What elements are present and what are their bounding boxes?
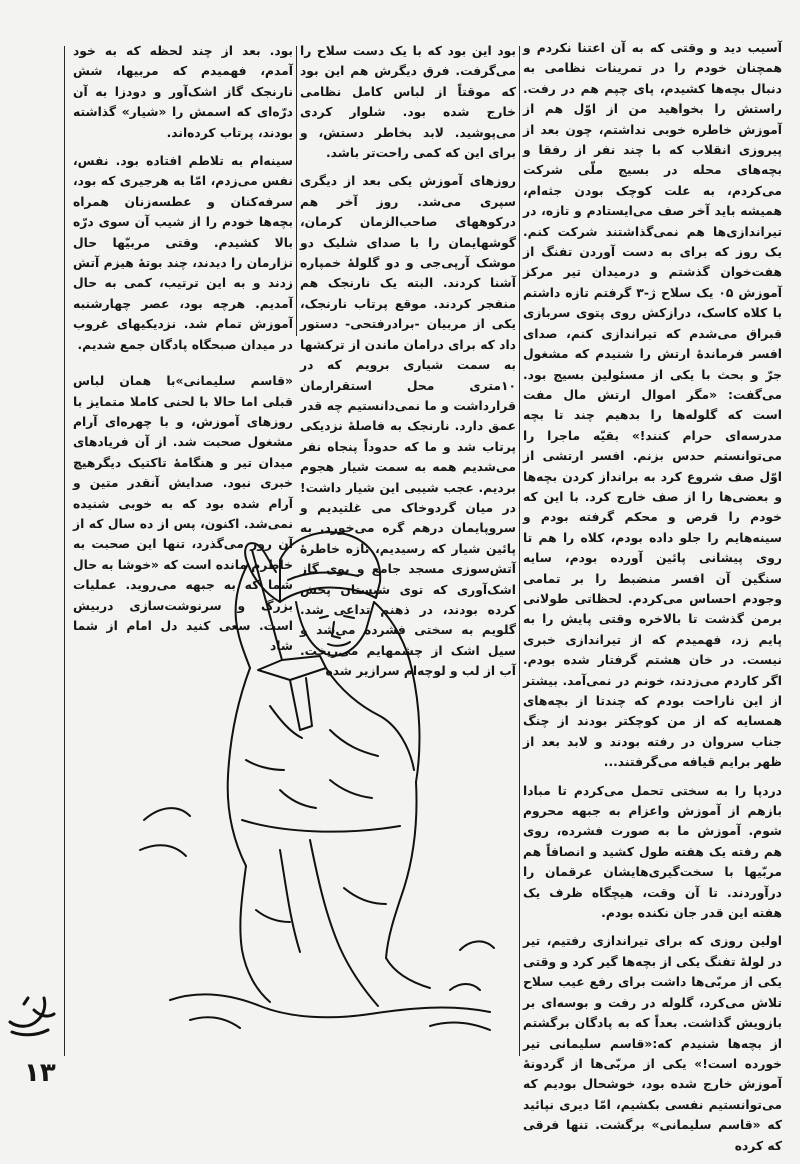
paragraph: آسیب دید و وقتی که به آن اعتنا نکردم و همچنان خودم را در تمرینات نظامی به دنبال بچه‌ها کشیدم، پای چپم هم در رفت. راستش را بخواهید من از اوّل هم از آموزش خاطره خوبی نداشتم، چون بعد از پیروزی انقلاب که با چند نفر از رفقا و بچه‌های محله در بسیج ملّی شرکت می‌کردم، به علت کوچک بودن جثه‌ام، همیشه باید آخر صف می‌ایستادم و تازه، در تیراندازی‌ها هم نمی‌گذاشتند شرکت کنم. یک روز که برای به دست آوردن تفنگ از هفت‌خوان گذشتم و درمیدان تیر مرکز آموزش ۰۵ یک سلاح ژ-۳ گرفتم تازه داشتم با کلاه کاسک، درازکش روی پتوی سربازی قبراق می‌شدم که تیراندازی کنم، صدای افسر فرمانده‌ٔ ارتش را شنیدم که مشغول جرّ و بحث با یکی از مسئولین بسیج بود. می‌گفت: «مگر اموال ارتش مال مفت است که گلوله‌ها را بدهیم چند تا بچه مدرسه‌ای حرام کنند!» بقیّه ماجرا را می‌توانستم حدس بزنم. افسر ارتشی از اوّل صف شروع کرد به برانداز کردن بچه‌ها و بعضی‌ها را از صف خارج کرد. با این که خودم را قرص و محکم گرفته بودم و سینه‌هایم را جلو داده بودم، کلاه را هم تا روی پیشانی پائین آورده بودم، سایه سنگین آن افسر منضبط را بر تمامی وجودم احساس می‌کردم. لحظاتی طولانی برمن گذشت تا بالاخره وقتی پایش را به پایم زد، فهمیدم که از تیراندازی خبری نیست. در خان هشتم گرفتار شده بودم. اگر کاردم می‌زدند، خونم در نمی‌آمد. بیشتر از این ناراحت بودم که چندتا از بچه‌های همسایه که از من کوچکتر بودند از چنگ جناب سروان در رفته بودند و لابد بعد از ظهر برایم قیافه می‌گرفتند... (523, 41, 782, 770)
soldier-line-drawing (130, 520, 520, 1040)
paragraph: بود این بود که با یک دست سلاح را می‌گرفت. فرق دیگرش هم این بود که موقتاً از لباس کامل نظامی خارج شده بود. شلوار کردی می‌پوشید. لابد بخاطر دستش، و برای این که کمی راحت‌تر باشد. (300, 44, 516, 161)
magazine-logo (4, 992, 59, 1040)
paragraph: «قاسم سلیمانی»با همان لباس قبلی اما حالا با لحنی کاملا متمایز با روزهای آموزش، و با چهره‌ای آرام مشغول صحبت شد. از آن فریادهای میدان تیر و هنگامهٔ تاکتیک دیگرهیچ خبری نبود. صدایش آنقدر متین و آرام شده بود که به خوبی شنیده نمی‌شد. اکنون، پس از ده سال که از آن روز می‌گذرد، تنها این صحبت به خاطرم مانده است که «خوشا به حال شما که به جبهه می‌روید. عملیات بزرگ و سرنوشت‌سازی دربیش است. سعی کنید دل امام از شما شاد (72, 374, 293, 654)
column-divider (296, 46, 297, 336)
paragraph: اولین روزی که برای تیراندازی رفتیم، تیر در لولهٔ تفنگ یکی از بچه‌ها گیر کرد و وقتی یکی از مربّی‌ها داشت برای رفع عیب سلاح تلاش می‌کرد، گلوله در رفت و بوسه‌ای بر بازویش گذاشت. بعداً که به پادگان برگشتم از بچه‌ها شنیدم که:«قاسم سلیمانی تیر خورده است!» یکی از مربّی‌ها از گردونهٔ آموزش خارج شده بود، خوشحال بودیم که می‌توانستیم نفسی بکشیم، امّا دیری نپائید که «قاسم سلیمانی» برگشت. تنها فرقی که کرده (523, 934, 782, 1153)
right-column (523, 38, 782, 1164)
paragraph: بود. بعد از چند لحظه که به خود آمدم، فهمیدم که مربیها، شش نارنجک گاز اشک‌آور و دودزا به آن درّه‌ای که اسمش را «شیار» گذاشته بودند، پرتاب کرده‌اند. (73, 44, 293, 140)
paragraph: دردپا را به سختی تحمل می‌کردم تا مبادا بازهم از آموزش واعزام به جبهه محروم شوم. آموزش ما به صورت فشرده، روی هم رفته یک هفته طول کشید و انصافاً هم مربّیها با سخت‌گیری‌هایشان عرقمان را درآوردند. تا آن وقت، هیچگاه ظرف یک هفته این قدر جان نکنده بودم. (523, 783, 782, 921)
page-number: ۱۳ (24, 1058, 56, 1088)
paragraph: سینه‌ام به تلاطم افتاده بود. نفس، نفس می‌زدم، امّا به هرجیری که بود، سرفه‌کنان و عطسه‌زنان همراه بچه‌ها خودم را از شیب آن سوی درّه بالا کشیدم. وقتی مربیّها حال نزارمان را دیدند، چند بوتهٔ هیزم آتش زدند و به این ترتیب، کمی به حال آمدیم. هرچه بود، عصر چهارشنبه آموزش تمام شد. نزدیکیهای غروب در میدان صبحگاه پادگان جمع شدیم. (73, 154, 293, 352)
paragraph: روزهای آموزش یکی بعد از دیگری سپری می‌شد. روز آخر هم درکوههای صاحب‌الزمان کرمان، گوشهایمان را با صدای شلیک دو موشک آرپی‌جی و دو گلولهٔ خمپاره آشنا کردند. البته یک نارنجک هم منفجر کردند. موقع پرتاب نارنجک، یکی از مربیان -برادرفتحی- دستور داد که برای درامان ماندن از ترکشها به سمت شیاری برویم که در ۱۰متری محل استقرارمان قرارداشت و ما نمی‌دانستیم چه قدر عمق دارد. نارنجک به فاصلهٔ نزدیکی پرتاب شد و ما که حدوداً پنجاه نفر می‌شدیم همه به سمت شیار هجوم بردیم. عجب شیبی این شیار داشت! در میان گردوخاک می غلتیدیم و سروپایمان درهم گره می‌خورد. به پائین شیار که رسیدیم، تازه خاطرهٔ آتش‌سوزی مسجد جامع و بوی گاز اشک‌آوری که توی شبستان پخش کرده بودند، در ذهنم تداعی شد. گلویم به سختی فشرده می‌شد و سیل اشک از چشمهایم می‌ریخت. آب از لب و لوچه‌ام سرازیر شده (300, 174, 516, 679)
page-margin-line (64, 46, 65, 1056)
